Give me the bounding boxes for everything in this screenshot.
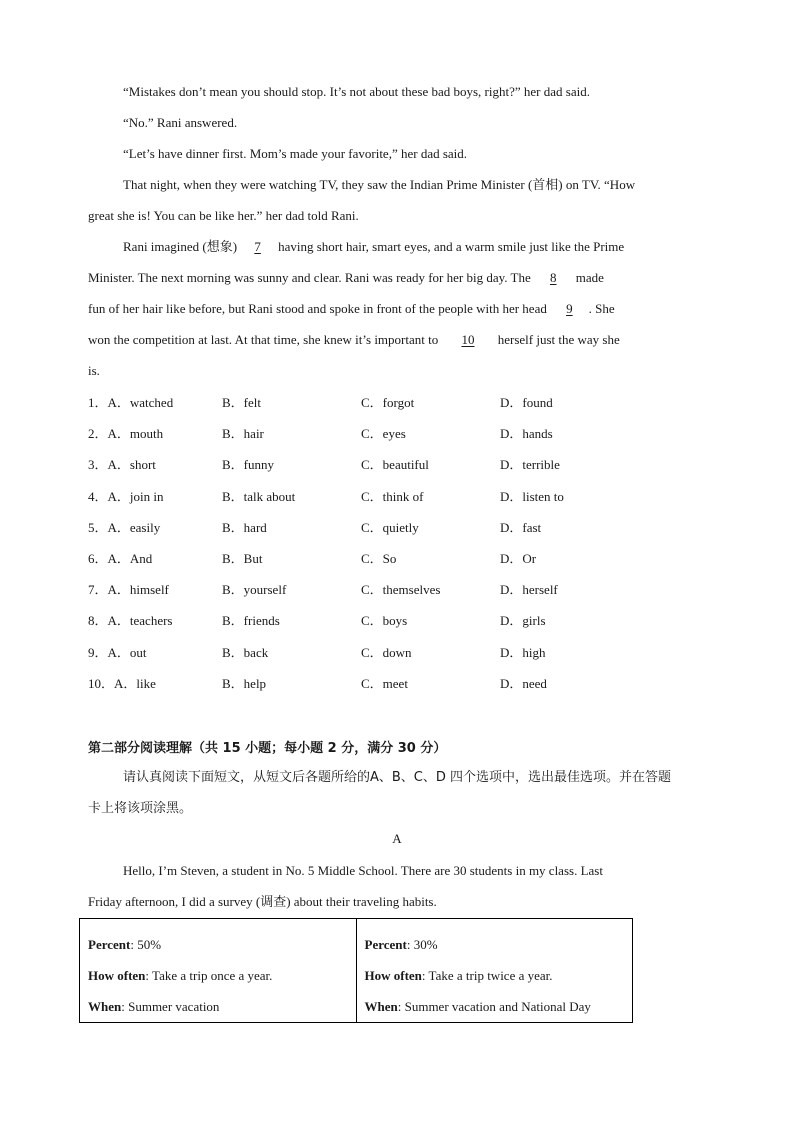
option-c: C．down	[361, 644, 412, 660]
how-often-label: How often	[364, 968, 422, 983]
story-line-6	[123, 238, 624, 256]
option-c: C．beautiful	[361, 457, 429, 473]
option-a: And	[129, 551, 153, 566]
option-c: C．boys	[361, 613, 408, 629]
when-value: : Summer vacation and National Day	[397, 999, 591, 1014]
option-a: like	[136, 675, 156, 691]
question-number-and-option-a	[88, 550, 152, 568]
option-c: C．eyes	[361, 426, 406, 442]
option-b: B．back	[222, 644, 269, 660]
section-heading: 第二部分阅读理解（共 15 小题；每小题 2 分，满分 30 分）	[88, 741, 447, 756]
percent-label: Percent	[88, 937, 131, 952]
question-row	[88, 488, 708, 506]
option-c: C．So	[361, 551, 397, 566]
option-d: D．found	[500, 395, 553, 410]
passage-intro-line-2: Friday afternoon, I did a survey (调查) about their traveling habits.	[88, 894, 437, 909]
question-row	[88, 456, 708, 474]
survey-cell-1	[80, 919, 357, 1023]
how-often-label: How often	[88, 968, 146, 983]
question-number: 5．A．	[88, 519, 130, 535]
option-a: short	[129, 457, 156, 473]
question-row	[88, 644, 708, 662]
story-text: fun of her hair like before, but Rani stood and spoke in front of the people with her head	[88, 301, 547, 316]
when-label: When	[364, 999, 398, 1014]
story-line-8	[88, 300, 615, 318]
option-b: B．hair	[222, 426, 264, 442]
question-number-and-option-a	[88, 456, 156, 474]
question-row	[88, 519, 708, 537]
question-row	[88, 612, 708, 630]
option-b: B．But	[222, 551, 263, 566]
question-number: 1．A．	[88, 395, 130, 410]
option-d: D．girls	[500, 613, 546, 629]
story-line-2: “No.” Rani answered.	[123, 115, 238, 130]
story-line-9	[88, 331, 620, 349]
question-number: 2．A．	[88, 426, 130, 442]
option-c: C．quietly	[361, 519, 419, 535]
option-a: out	[129, 644, 147, 660]
option-c: C．forgot	[361, 395, 415, 410]
question-number-and-option-a	[88, 519, 160, 537]
story-line-1: “Mistakes don’t mean you should stop. It’s not about these bad boys, right?” her dad said.	[123, 84, 590, 99]
question-number-and-option-a	[88, 394, 173, 412]
blank-7: 7	[254, 239, 261, 254]
story-line-10: is.	[88, 363, 100, 378]
when-label: When	[88, 999, 122, 1014]
blank-10: 10	[461, 332, 475, 347]
survey-cell-2	[356, 919, 633, 1023]
option-d: D．listen to	[500, 488, 564, 504]
option-a: join in	[129, 488, 164, 504]
story-text: Rani imagined (想象)	[123, 239, 238, 254]
table-row	[80, 919, 633, 1023]
question-number-and-option-a	[88, 581, 169, 599]
when-row	[88, 991, 348, 1022]
percent-label: Percent	[364, 937, 407, 952]
option-d: D．fast	[500, 519, 542, 535]
question-number-and-option-a	[88, 612, 172, 630]
question-number: 7．A．	[88, 582, 130, 598]
option-a: mouth	[129, 426, 164, 442]
option-d: D．need	[500, 675, 547, 691]
blank-8: 8	[550, 270, 557, 285]
story-text: . She	[588, 301, 615, 316]
story-text: Minister. The next morning was sunny and clear. Rani was ready for her big day. The	[88, 270, 531, 285]
percent-row	[365, 929, 625, 960]
option-b: B．help	[222, 675, 267, 691]
how-often-row	[365, 960, 625, 991]
question-number: 8．A．	[88, 613, 130, 629]
option-a: teachers	[129, 613, 173, 629]
story-text: made	[575, 270, 604, 285]
story-line-5: great she is! You can be like her.” her dad told Rani.	[88, 208, 359, 223]
question-row	[88, 425, 708, 443]
how-often-value: : Take a trip twice a year.	[421, 968, 553, 983]
question-number-and-option-a	[88, 675, 156, 693]
option-b: B．hard	[222, 519, 267, 535]
question-number: 4．A．	[88, 488, 130, 504]
how-often-row	[88, 960, 348, 991]
option-b: B．friends	[222, 613, 280, 629]
question-number: 10．A．	[88, 675, 137, 691]
option-c: C．themselves	[361, 582, 441, 598]
option-d: D．Or	[500, 551, 537, 566]
option-b: B．funny	[222, 457, 275, 473]
option-a: easily	[129, 519, 161, 535]
question-row	[88, 581, 708, 599]
passage-label: A	[392, 831, 402, 846]
option-c: C．think of	[361, 488, 424, 504]
question-number: 6．A．	[88, 551, 130, 566]
instruction-line-2: 卡上将该项涂黑。	[88, 801, 193, 816]
when-value: : Summer vacation	[121, 999, 220, 1014]
percent-row	[88, 929, 348, 960]
option-a: himself	[129, 582, 169, 598]
option-b: B．talk about	[222, 488, 296, 504]
option-d: D．herself	[500, 582, 558, 598]
story-text: having short hair, smart eyes, and a warm smile just like the Prime	[278, 239, 625, 254]
question-row	[88, 394, 708, 412]
option-b: B．felt	[222, 395, 261, 410]
when-row	[365, 991, 625, 1022]
question-row	[88, 550, 708, 568]
question-number: 9．A．	[88, 644, 130, 660]
question-number-and-option-a	[88, 425, 163, 443]
how-often-value: : Take a trip once a year.	[145, 968, 273, 983]
question-number-and-option-a	[88, 488, 163, 506]
option-d: D．hands	[500, 426, 553, 442]
story-line-7	[88, 269, 604, 287]
question-number-and-option-a	[88, 644, 147, 662]
blank-9: 9	[566, 301, 573, 316]
question-number: 3．A．	[88, 457, 130, 473]
instruction-line-1: 请认真阅读下面短文，从短文后各题所给的A、B、C、D 四个选项中，选出最佳选项。并在答题	[123, 770, 672, 785]
option-c: C．meet	[361, 675, 408, 691]
question-row	[88, 675, 708, 693]
option-d: D．high	[500, 644, 546, 660]
story-text: herself just the way she	[497, 332, 620, 347]
story-line-4: That night, when they were watching TV, they saw the Indian Prime Minister (首相) on TV. “How	[123, 177, 636, 192]
option-d: D．terrible	[500, 457, 560, 473]
percent-value: : 30%	[406, 937, 438, 952]
percent-value: : 50%	[130, 937, 162, 952]
story-line-3: “Let’s have dinner first. Mom’s made your favorite,” her dad said.	[123, 146, 468, 161]
survey-table	[79, 918, 633, 1023]
passage-intro-line-1: Hello, I’m Steven, a student in No. 5 Middle School. There are 30 students in my class. Last	[123, 863, 603, 878]
story-text: won the competition at last. At that time, she knew it’s important to	[88, 332, 439, 347]
option-a: watched	[129, 395, 174, 410]
option-b: B．yourself	[222, 582, 287, 598]
